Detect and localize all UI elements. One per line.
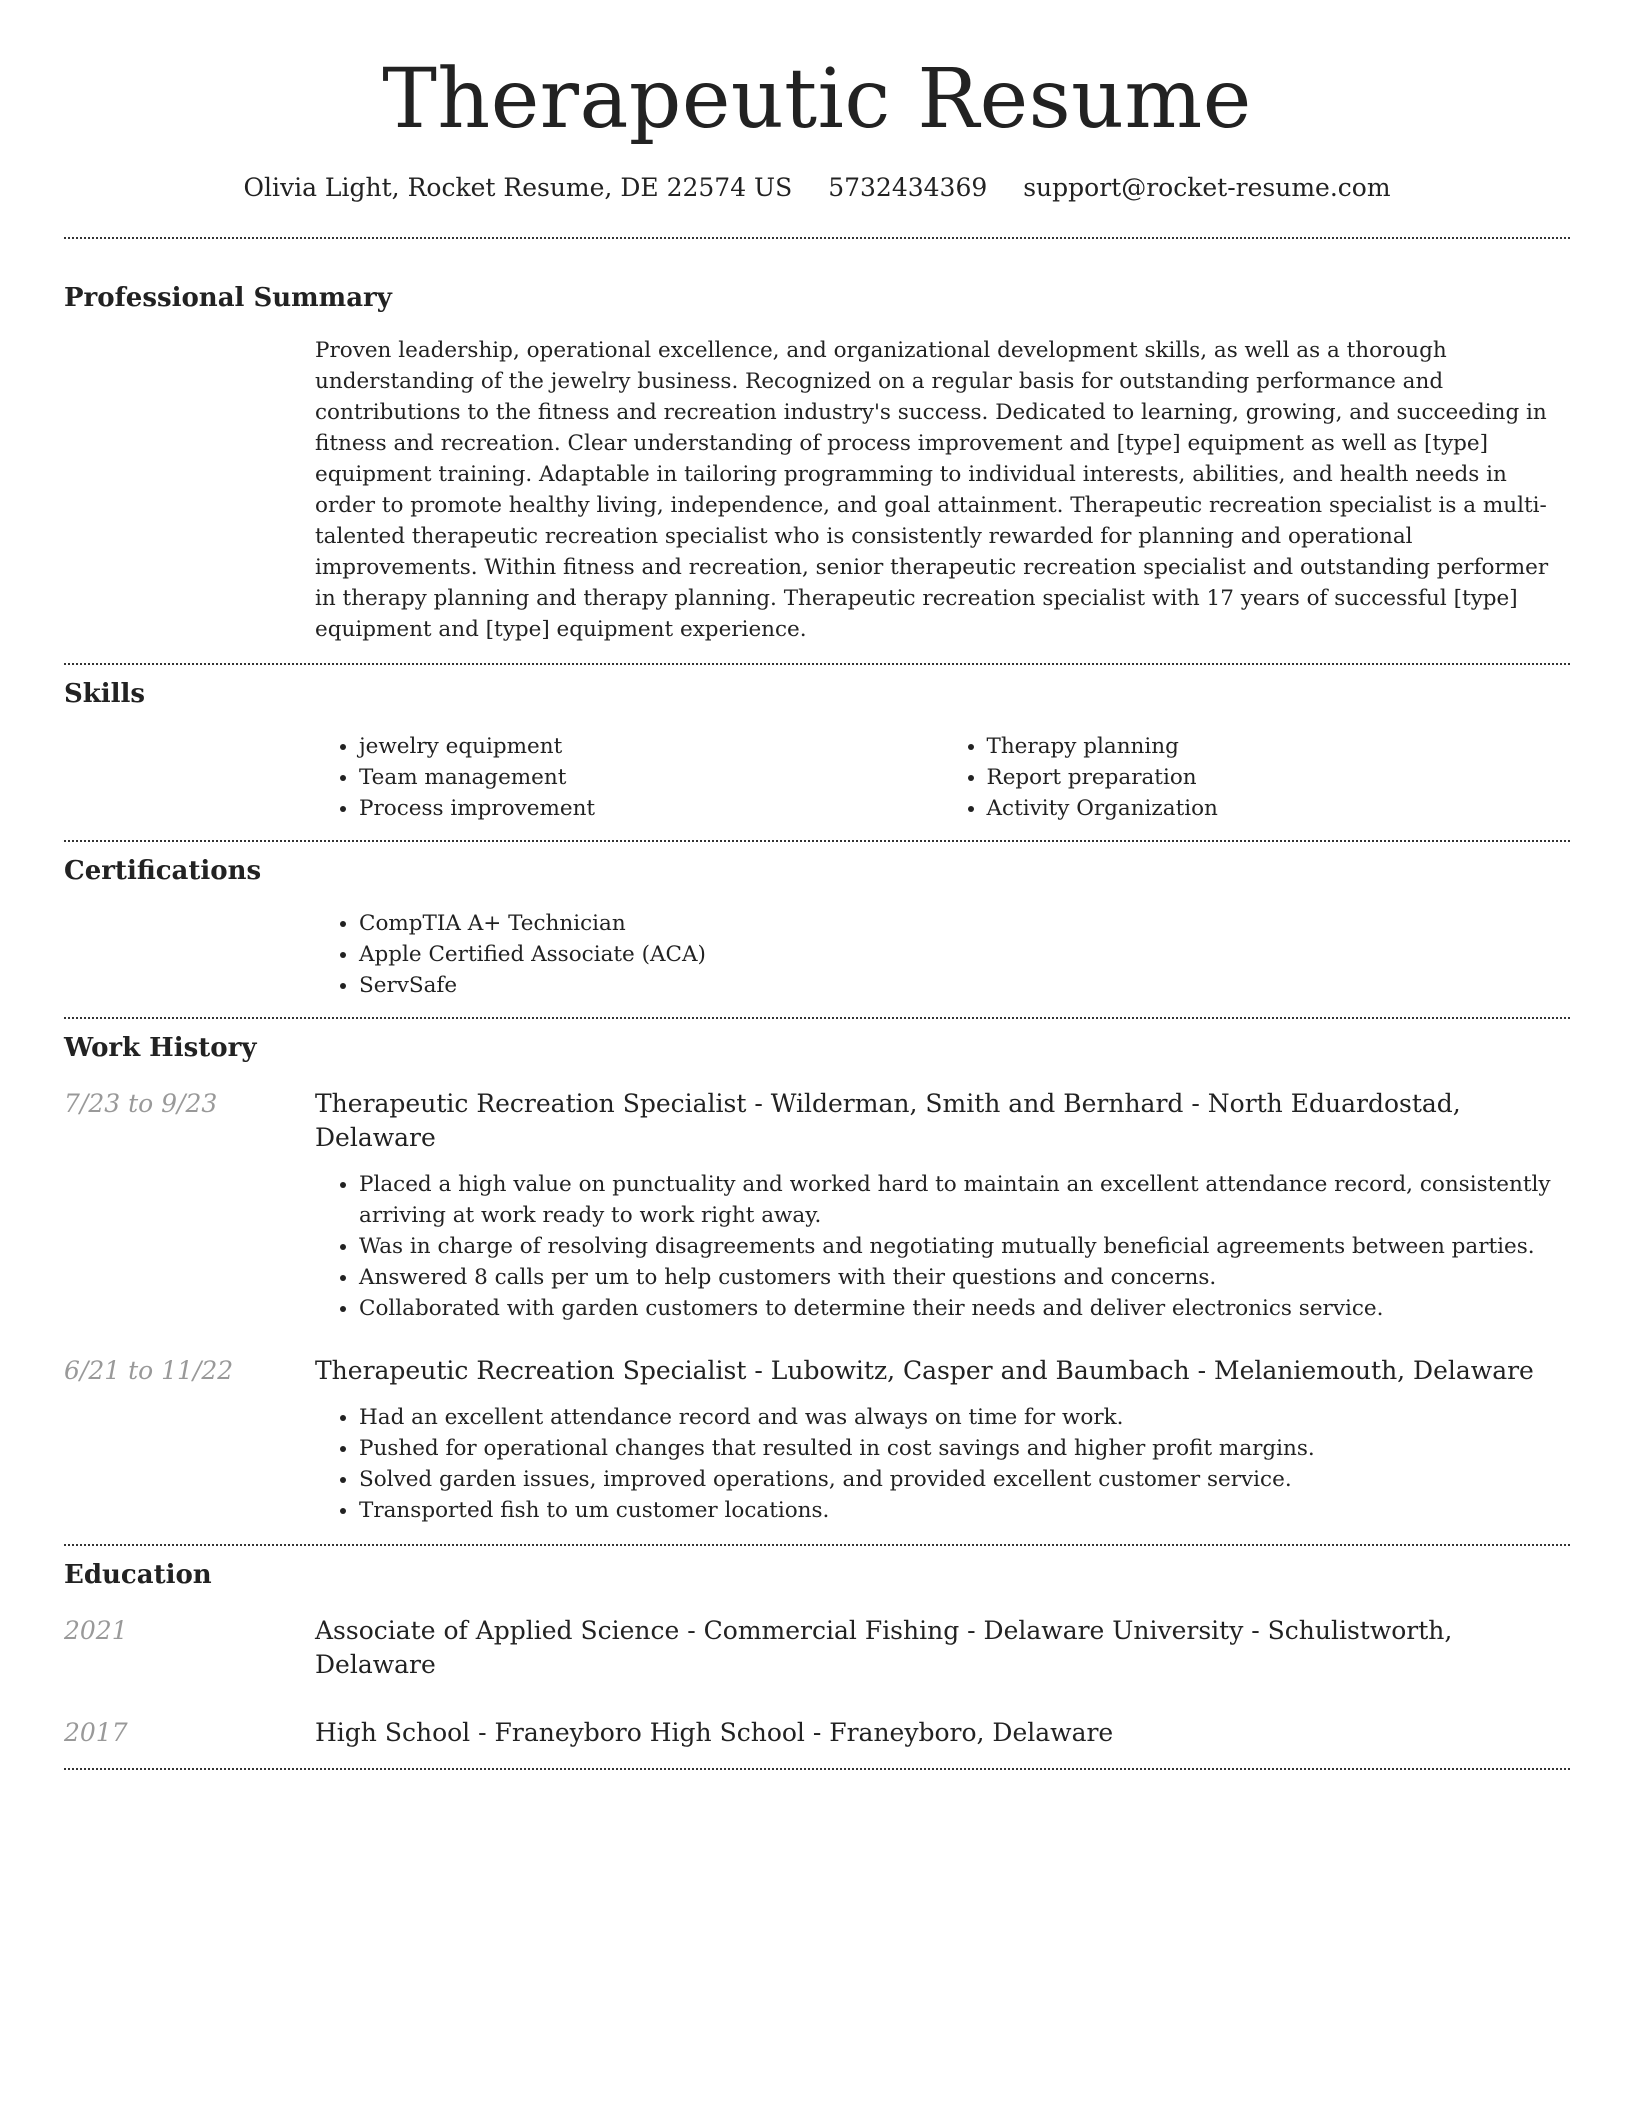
job-date: 6/21 to 11/22 [64, 1356, 234, 1385]
skill-item: • jewelry equipment [359, 731, 943, 762]
summary-text: Proven leadership, operational excellence, and organizational development skills, as well as a thorough understanding of the jewelry business. Recognized on a regular basis for outstanding performance and contributions to the fitness and recreation industry's success. Dedicated to learning, growing, and succeeding in fitness and recreation. Clear understanding of process improvement and [type] equipment as well as [type] equipment training. Adaptable in tailoring programming to individual interests, abilities, and health needs in order to promote healthy living, independence, and goal attainment. Therapeutic recreation specialist is a multi-talented therapeutic recreation specialist who is consistently rewarded for planning and operational improvements. Within fitness and recreation, senior therapeutic recreation specialist and outstanding performer in therapy planning and therapy planning. Therapeutic recreation specialist with 17 years of successful [type] equipment and [type] equipment experience. [315, 338, 1549, 642]
certification-item: • ServSafe [359, 970, 1570, 1001]
skills-list-left [315, 731, 943, 824]
contact-line [64, 172, 1570, 204]
divider [64, 1768, 1570, 1770]
education-heading: Associate of Applied Science - Commercial Fishing - Delaware University - Schulistworth, Delaware [315, 1616, 1453, 1679]
contact-phone: 5732434369 [828, 173, 988, 202]
skill-item: • Process improvement [359, 793, 943, 824]
education-entry [64, 1614, 1570, 1682]
certification-item: • Apple Certified Associate (ACA) [359, 939, 1570, 970]
job-bullet: • Transported fish to um customer locations. [359, 1495, 1570, 1526]
certifications-list [315, 908, 1570, 1001]
skill-item: • Team management [359, 762, 943, 793]
education-entry [64, 1716, 1570, 1750]
education-date: 2017 [64, 1718, 128, 1747]
divider [64, 1017, 1570, 1019]
section-title: Professional Summary [64, 283, 392, 313]
work-history-section [64, 1031, 1570, 1526]
skill-item: • Report preparation [987, 762, 1571, 793]
divider [64, 840, 1570, 842]
section-title: Work History [64, 1033, 257, 1063]
job-bullets [315, 1402, 1570, 1526]
education-heading: High School - Franeyboro High School - Franeyboro, Delaware [315, 1718, 1114, 1747]
job-date: 7/23 to 9/23 [64, 1089, 218, 1118]
skill-item: • Therapy planning [987, 731, 1571, 762]
job-heading: Therapeutic Recreation Specialist - Lubowitz, Casper and Baumbach - Melaniemouth, Delaware [315, 1356, 1534, 1385]
education-section [64, 1558, 1570, 1750]
job-bullet: • Collaborated with garden customers to determine their needs and deliver electronics service. [359, 1293, 1570, 1324]
job-bullet: • Pushed for operational changes that resulted in cost savings and higher profit margins. [359, 1433, 1570, 1464]
section-title: Certifications [64, 856, 262, 886]
divider [64, 1544, 1570, 1546]
job-bullet: • Had an excellent attendance record and was always on time for work. [359, 1402, 1570, 1433]
divider [64, 237, 1570, 239]
certifications-section [64, 854, 1570, 1001]
professional-summary-section [64, 281, 1570, 645]
job-bullet: • Solved garden issues, improved operations, and provided excellent customer service. [359, 1464, 1570, 1495]
education-date: 2021 [64, 1616, 128, 1645]
resume-title: Therapeutic Resume [382, 52, 1252, 147]
section-title: Skills [64, 679, 146, 709]
job-entry [64, 1087, 1570, 1324]
divider [64, 663, 1570, 665]
skills-list-right [943, 731, 1571, 824]
skill-item: • Activity Organization [987, 793, 1571, 824]
skills-section [64, 677, 1570, 824]
certification-item: • CompTIA A+ Technician [359, 908, 1570, 939]
section-title: Education [64, 1560, 212, 1590]
job-bullet: • Answered 8 calls per um to help customers with their questions and concerns. [359, 1262, 1570, 1293]
contact-address: Olivia Light, Rocket Resume, DE 22574 US [243, 173, 793, 202]
resume-page [64, 0, 1570, 1770]
job-heading: Therapeutic Recreation Specialist - Wilderman, Smith and Bernhard - North Eduardostad, Delaware [315, 1089, 1461, 1152]
job-bullet: • Placed a high value on punctuality and worked hard to maintain an excellent attendance record, consistently arriving at work ready to work right away. [359, 1169, 1570, 1231]
job-bullet: • Was in charge of resolving disagreements and negotiating mutually beneficial agreements between parties. [359, 1231, 1570, 1262]
contact-email[interactable]: support@rocket-resume.com [1023, 173, 1391, 202]
job-bullets [315, 1169, 1570, 1324]
job-entry [64, 1354, 1570, 1526]
